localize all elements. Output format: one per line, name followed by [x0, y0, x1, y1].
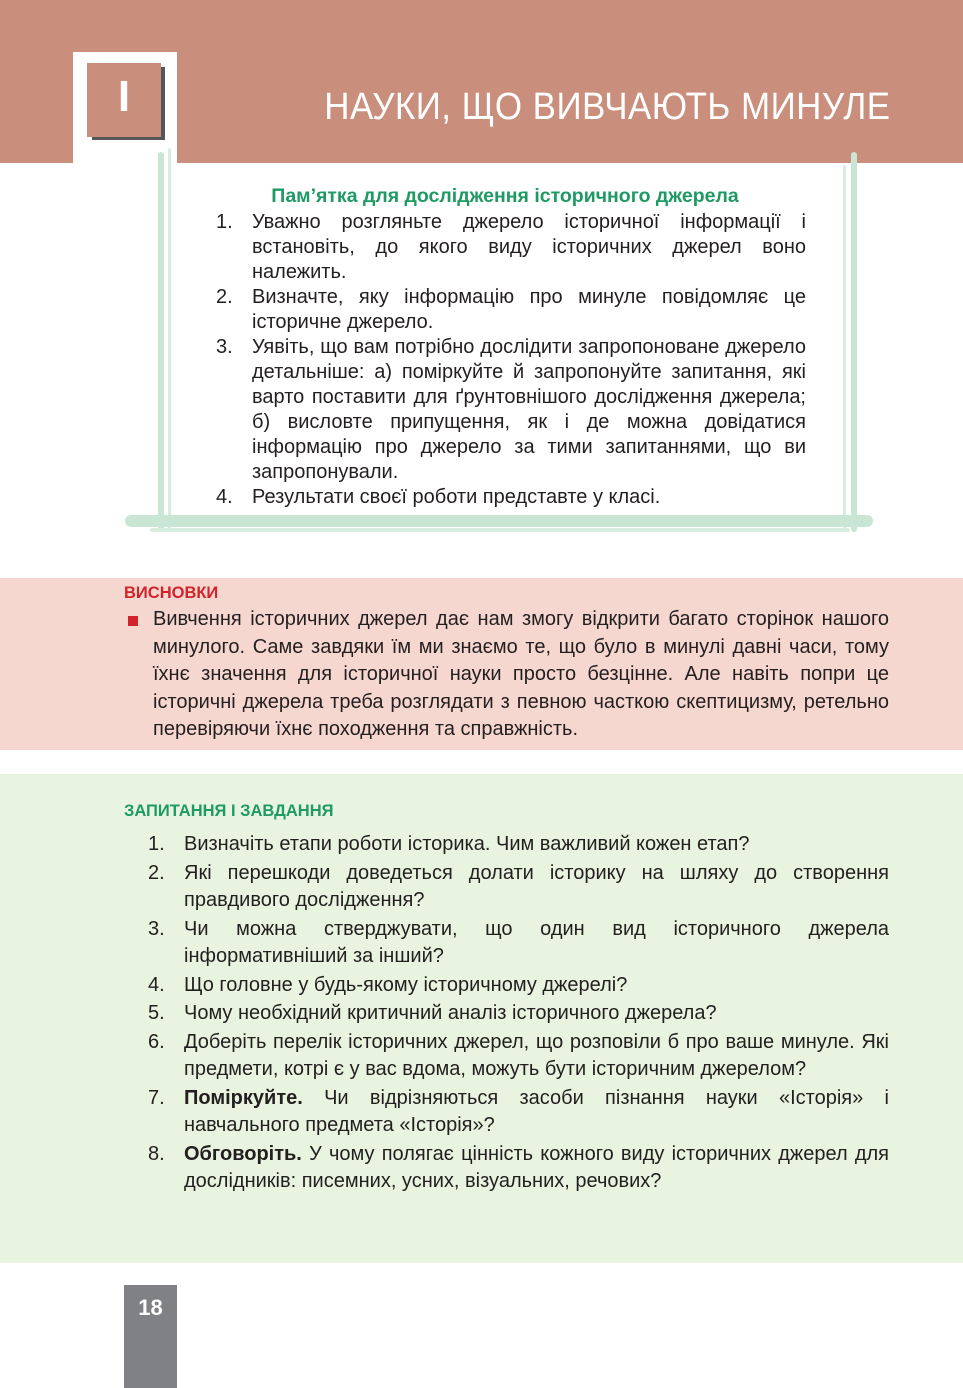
memo-item [212, 285, 806, 335]
question-number: 2. [148, 861, 165, 884]
frame-stroke-right-thin [843, 165, 846, 530]
memo-item-number: 2. [216, 286, 233, 308]
memo-item-text: Уявіть, що вам потрібно дослідити запропоноване джерело детальніше: а) поміркуйте й запропонуйте запитання, які варто поставити для ґрунтовнішого дослідження джерела; б) висловте припущення, як і де можна довідатися інформацію про джерело за тими запитаннями, що ви запропонували. [252, 336, 806, 483]
question-item [143, 972, 889, 1000]
question-number: 1. [148, 833, 165, 855]
frame-stroke-left [158, 152, 164, 532]
question-text: Що головне у будь-якому історичному джерелі? [184, 973, 628, 996]
frame-stroke-bottom-thin [150, 528, 850, 532]
memo-item [212, 485, 806, 510]
memo-item [212, 335, 806, 485]
question-number: 5. [148, 1002, 165, 1024]
square-bullet-icon [128, 616, 138, 626]
conclusions-title: ВИСНОВКИ [124, 584, 219, 602]
question-item [143, 831, 889, 859]
memo-item-text: Визначте, яку інформацію про минуле повідомляє це історичне джерело. [252, 286, 806, 333]
question-text: Доберіть перелік історичних джерел, що розповіли б про ваше минуле. Які предмети, котрі є у вас вдома, можуть бути історичним джерелом? [184, 1030, 889, 1080]
question-text: Які перешкоди доведеться долати історику на шляху до створення правдивого дослідження? [184, 861, 889, 911]
memo-item-number: 1. [216, 211, 233, 233]
question-number: 4. [148, 973, 165, 996]
question-text: Чи можна стверджувати, що один вид історичного джерела інформативніший за інший? [184, 917, 889, 967]
memo-list [212, 210, 806, 510]
question-item [143, 1000, 889, 1028]
page-number: 18 [138, 1295, 163, 1320]
chapter-title: НАУКИ, ЩО ВИВЧАЮТЬ МИНУЛЕ [324, 86, 891, 128]
question-text: Чи відрізняються засоби пізнання науки «Історія» і навчального предмета «Історія»? [184, 1086, 889, 1136]
frame-stroke-right [851, 152, 857, 532]
question-item [143, 860, 889, 915]
question-number: 7. [148, 1086, 165, 1109]
questions-list [143, 831, 889, 1197]
memo-item [212, 210, 806, 285]
chapter-header [0, 0, 963, 163]
memo-item-number: 4. [216, 486, 233, 508]
questions-section [0, 774, 963, 1263]
frame-stroke-bottom [125, 515, 873, 527]
question-lead-word: Поміркуйте. [184, 1086, 303, 1109]
question-text: Чому необхідний критичний аналіз історичного джерела? [184, 1002, 717, 1024]
question-text: У чому полягає цінність кожного виду історичних джерел для дослідників: писемних, усних, візуальних, речових? [184, 1142, 889, 1192]
conclusions-section [0, 578, 963, 750]
question-number: 3. [148, 917, 165, 940]
questions-title: ЗАПИТАННЯ І ЗАВДАННЯ [124, 802, 334, 820]
question-number: 8. [148, 1142, 165, 1165]
chapter-number: I [87, 63, 161, 137]
question-text: Визначіть етапи роботи історика. Чим важливий кожен етап? [184, 833, 750, 855]
question-lead-word: Обговоріть. [184, 1142, 302, 1165]
memo-item-number: 3. [216, 336, 233, 358]
question-item [143, 1085, 889, 1140]
question-item [143, 1141, 889, 1196]
question-number: 6. [148, 1030, 165, 1053]
question-item [143, 1029, 889, 1084]
memo-item-text: Результати своєї роботи представте у класі. [252, 486, 661, 508]
page-number-tab [124, 1285, 177, 1388]
conclusions-text: Вивчення історичних джерел дає нам змогу відкрити багато сторінок нашого минулого. Саме завдяки їм ми знаємо те, що було в минулі давні часи, тому їхнє значення для історичної науки просто безцінне. Але навіть попри це історичні джерела треба розглядати з певною часткою скептицизму, ретельно перевіряючи їхнє походження та справжність. [153, 608, 889, 740]
question-item [143, 916, 889, 971]
memo-item-text: Уважно розгляньте джерело історичної інформації і встановіть, до якого виду історичних джерел воно належить. [252, 211, 806, 283]
memo-title: Пам’ятка для дослідження історичного джерела [271, 185, 739, 207]
